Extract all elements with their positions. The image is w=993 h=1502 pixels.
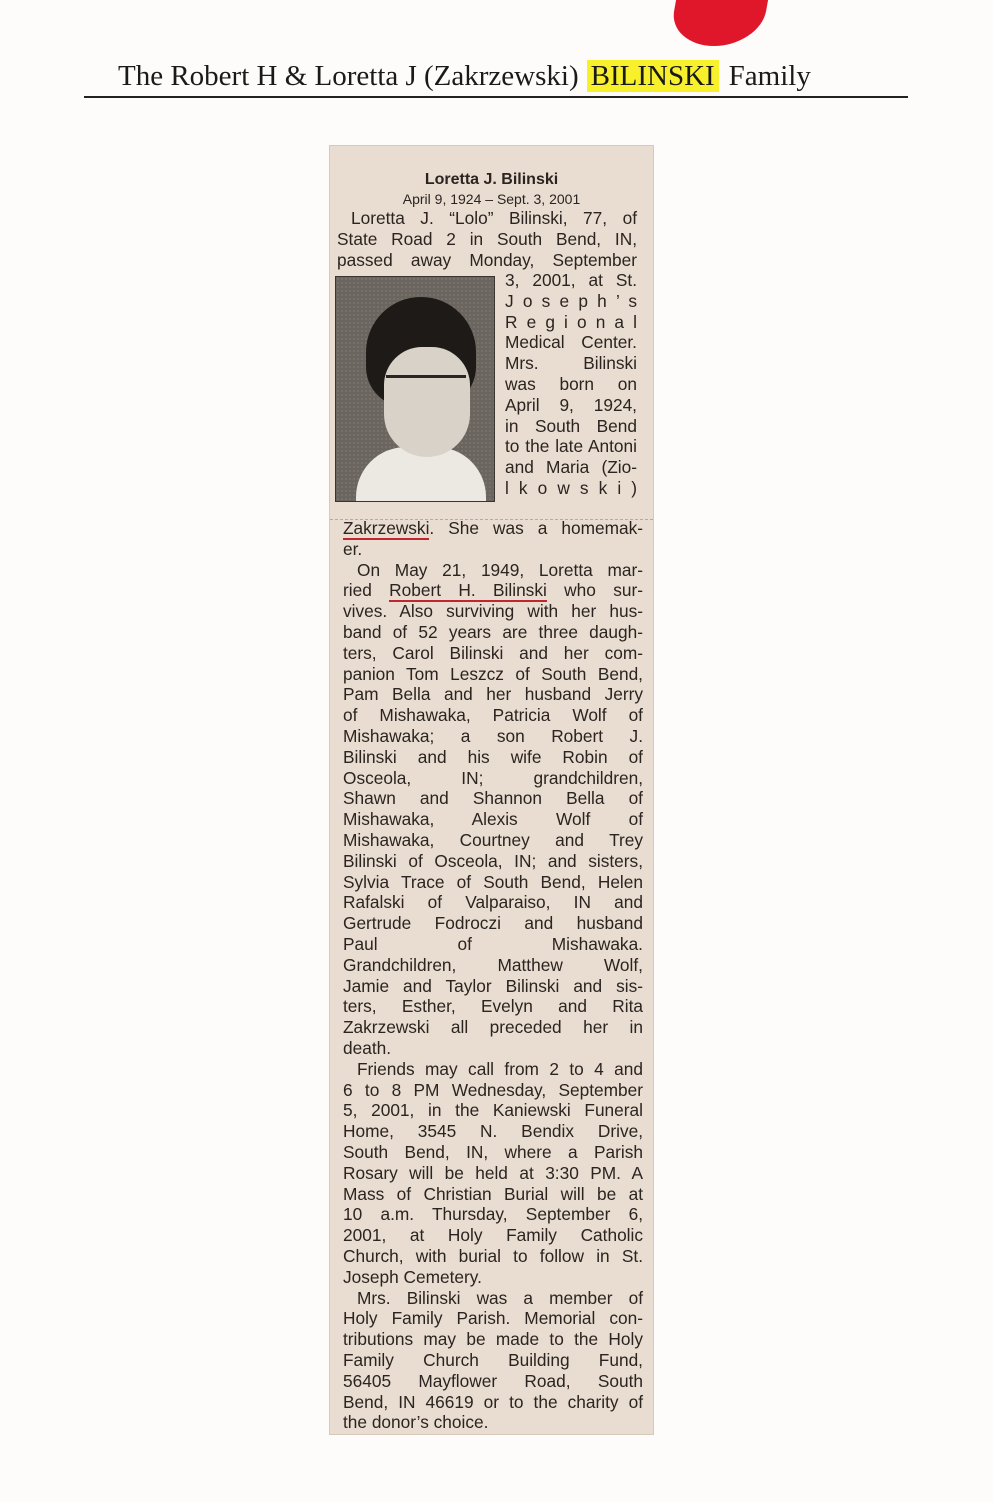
obituary-text-line: Zakrzewski all preceded her in (343, 1017, 643, 1038)
obituary-text-line: to the late Antoni (505, 436, 637, 457)
obituary-text-line: J o s e p h ’ s (505, 290, 637, 311)
obituary-text-line: Joseph Cemetery. (343, 1266, 482, 1287)
obituary-text-line: the donor’s choice. (343, 1412, 489, 1433)
obituary-text-line: Mass of Christian Burial will be at (343, 1183, 643, 1204)
title-text: The Robert H & Loretta J (Zakrzewski) (118, 60, 579, 92)
obituary-text-line: Pam Bella and her husband Jerry (343, 684, 643, 705)
obituary-text-line: panion Tom Leszcz of South Bend, (343, 663, 643, 684)
obituary-text-line: Mishawaka, Courtney and Trey (343, 830, 643, 850)
underlined-maiden-name: Zakrzewski (343, 518, 430, 538)
obituary-text-line: April 9, 1924, (505, 394, 637, 415)
obituary-text-line: vives. Also surviving with her hus- (343, 601, 643, 622)
obituary-text-line: Mishawaka; a son Robert J. (343, 726, 643, 746)
obituary-text-line: ters, Carol Bilinski and her com- (343, 642, 643, 663)
obituary-text-line: passed away Monday, September (337, 249, 637, 270)
obituary-dates: April 9, 1924 – Sept. 3, 2001 (402, 191, 581, 207)
obituary-text-line: South Bend, IN, where a Parish (343, 1142, 643, 1162)
obituary-text-line: 5, 2001, in the Kaniewski Funeral (343, 1100, 643, 1121)
obituary-text-line: Paul of Mishawaka. (343, 934, 643, 954)
obituary-clipping (330, 146, 653, 1434)
obituary-text-line: Gertrude Fodroczi and husband (343, 913, 643, 934)
obituary-text-line: band of 52 years are three daugh- (343, 622, 643, 642)
obituary-text-line: Church, with burial to follow in St. (343, 1246, 643, 1266)
obituary-text-line: State Road 2 in South Bend, IN, (337, 228, 637, 249)
obituary-text-line: was born on (505, 374, 637, 394)
obituary-text-line: 3, 2001, at St. (505, 270, 637, 290)
obituary-text-line: Rafalski of Valparaiso, IN and (343, 892, 643, 913)
underlined-husband-name: Robert H. Bilinski (389, 580, 547, 601)
title-suffix: Family (728, 60, 811, 92)
obituary-text-line: Jamie and Taylor Bilinski and sis- (343, 975, 643, 996)
obituary-text-line: 6 to 8 PM Wednesday, September (343, 1079, 643, 1100)
obituary-text-line: death. (343, 1038, 392, 1058)
obituary-text-line: 2001, at Holy Family Catholic (343, 1225, 643, 1246)
obituary-text-line: ters, Esther, Evelyn and Rita (343, 996, 643, 1017)
obituary-text-line: ried Robert H. Bilinski who sur- (343, 580, 643, 601)
obituary-text-line: Mishawaka, Alexis Wolf of (343, 809, 643, 830)
page-title (84, 60, 908, 98)
obituary-text-line: Loretta J. “Lolo” Bilinski, 77, of (351, 208, 637, 228)
obituary-text-line: Bilinski of Osceola, IN; and sisters, (343, 850, 643, 871)
portrait-photo (335, 276, 495, 502)
obituary-text-line: l k o w s k i ) (505, 478, 637, 498)
obituary-text-line: Bend, IN 46619 or to the charity of (343, 1391, 643, 1412)
obituary-text-line: Family Church Building Fund, (343, 1350, 643, 1370)
red-decoration (668, 0, 768, 46)
obituary-text-line: 56405 Mayflower Road, South (343, 1370, 643, 1391)
obituary-text-line: tributions may be made to the Holy (343, 1329, 643, 1350)
obituary-text-line: Zakrzewski. She was a homemak- (343, 518, 643, 538)
obituary-text-line: and Maria (Zio- (505, 457, 637, 478)
obituary-text-line: Home, 3545 N. Bendix Drive, (343, 1121, 643, 1142)
obituary-text-line: Medical Center. (505, 332, 637, 353)
obituary-name: Loretta J. Bilinski (424, 171, 559, 188)
obituary-text-line: of Mishawaka, Patricia Wolf of (343, 705, 643, 726)
obituary-text-line: On May 21, 1949, Loretta mar- (357, 559, 643, 580)
highlighted-surname: BILINSKI (587, 60, 719, 92)
obituary-text-line: Mrs. Bilinski (505, 353, 637, 374)
obituary-text-line: Friends may call from 2 to 4 and (357, 1058, 643, 1079)
obituary-text-line: Osceola, IN; grandchildren, (343, 767, 643, 788)
obituary-text-line: Mrs. Bilinski was a member of (357, 1287, 643, 1308)
obituary-text-line: er. (343, 538, 363, 559)
obituary-text-line: Bilinski and his wife Robin of (343, 746, 643, 767)
obituary-text-line: Holy Family Parish. Memorial con- (343, 1308, 643, 1329)
obituary-text-line: Rosary will be held at 3:30 PM. A (343, 1162, 643, 1183)
obituary-text-line: 10 a.m. Thursday, September 6, (343, 1204, 643, 1225)
obituary-text-line: Grandchildren, Matthew Wolf, (343, 954, 643, 975)
obituary-text-line: R e g i o n a l (505, 311, 637, 332)
obituary-text-line: in South Bend (505, 415, 637, 436)
obituary-text-line: Sylvia Trace of South Bend, Helen (343, 871, 643, 892)
obituary-text-line: Shawn and Shannon Bella of (343, 788, 643, 809)
